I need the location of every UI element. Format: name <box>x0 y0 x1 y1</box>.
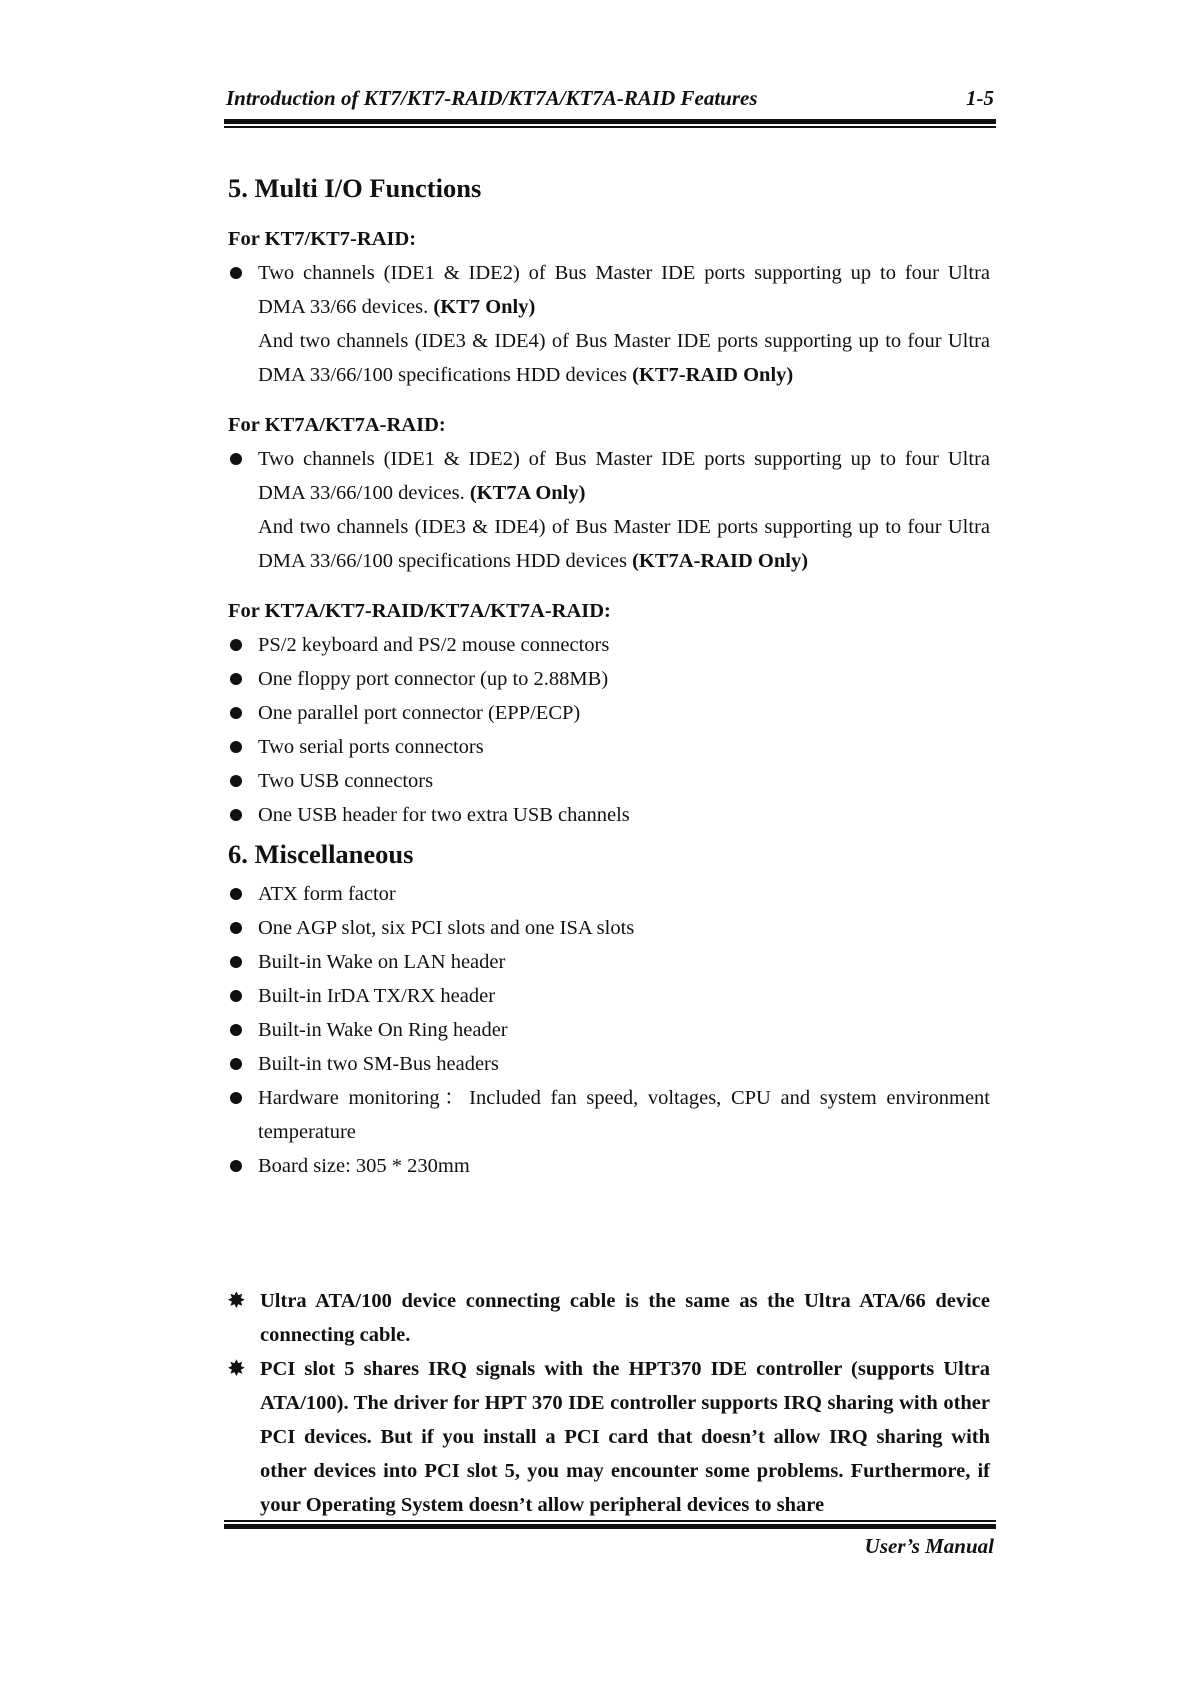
bullet-icon <box>230 990 242 1002</box>
section-5-heading: 5. Multi I/O Functions <box>228 173 482 203</box>
list-item <box>228 256 990 324</box>
note-item <box>228 1284 990 1352</box>
list-item-text: One USB header for two extra USB channels <box>258 804 630 826</box>
footer-rule-thick <box>224 1524 996 1529</box>
list-item <box>228 877 990 911</box>
list-item <box>228 1081 990 1149</box>
bullet-icon <box>230 1160 242 1172</box>
group-all-models-list <box>228 628 990 832</box>
note-text: Ultra ATA/100 device connecting cable is the same as the Ultra ATA/66 device connecting cable. <box>260 1290 990 1346</box>
continuation-paragraph <box>228 510 990 578</box>
list-item-text: Hardware monitoring：Included fan speed, voltages, CPU and system environment temperature <box>258 1087 990 1143</box>
list-item-text: ATX form factor <box>258 883 396 905</box>
list-item <box>228 764 990 798</box>
group-kt7-list <box>228 256 990 324</box>
continuation-bold: (KT7-RAID Only) <box>632 364 794 386</box>
list-item <box>228 1047 990 1081</box>
asterisk-bullet-icon: ✸ <box>228 1358 245 1380</box>
continuation-text: And two channels (IDE3 & IDE4) of Bus Master IDE ports supporting up to four Ultra DMA 33/66/100 specifications HDD devices <box>258 330 990 386</box>
bullet-icon <box>230 956 242 968</box>
group-kt7 <box>228 222 990 392</box>
list-item-text: Two channels (IDE1 & IDE2) of Bus Master IDE ports supporting up to four Ultra DMA 33/66 devices. <box>258 262 990 318</box>
header-rule-thick <box>224 119 996 124</box>
bullet-icon <box>230 267 242 279</box>
bullet-icon <box>230 741 242 753</box>
header-rule-thin <box>224 126 996 128</box>
bullet-icon <box>230 1058 242 1070</box>
list-item-text: Two USB connectors <box>258 770 434 792</box>
list-item <box>228 1149 990 1183</box>
list-item <box>228 442 990 510</box>
bullet-icon <box>230 1024 242 1036</box>
list-item-text: Built-in Wake on LAN header <box>258 951 506 973</box>
list-item <box>228 798 990 832</box>
bullet-icon <box>230 888 242 900</box>
asterisk-bullet-icon: ✸ <box>228 1290 245 1312</box>
bullet-icon <box>230 453 242 465</box>
footer-rule-thin <box>224 1520 996 1522</box>
continuation-text: And two channels (IDE3 & IDE4) of Bus Master IDE ports supporting up to four Ultra DMA 33/66/100 specifications HDD devices <box>258 516 990 572</box>
bullet-icon <box>230 922 242 934</box>
bullet-icon <box>230 809 242 821</box>
list-item-text: One parallel port connector (EPP/ECP) <box>258 702 581 724</box>
bullet-icon <box>230 639 242 651</box>
bullet-icon <box>230 707 242 719</box>
bullet-icon <box>230 673 242 685</box>
list-item <box>228 628 990 662</box>
notes-list <box>228 1284 990 1522</box>
list-item <box>228 696 990 730</box>
page-header <box>226 86 994 110</box>
list-item <box>228 730 990 764</box>
page-number: 1-5 <box>966 86 994 110</box>
list-item <box>228 979 990 1013</box>
bullet-icon <box>230 775 242 787</box>
group-kt7a-list <box>228 442 990 510</box>
main-content <box>228 168 990 1183</box>
footer-title: User’s Manual <box>864 1534 994 1558</box>
list-item-text: Board size: 305 * 230mm <box>258 1155 470 1177</box>
note-text: PCI slot 5 shares IRQ signals with the HPT370 IDE controller (supports Ultra ATA/100). The driver for HPT 370 IDE controller supports IRQ sharing with other PCI devices. But if you install a PCI card that doesn’t allow IRQ sharing with other devices into PCI slot 5, you may encounter some problems. Furthermore, if your Operating System doesn’t allow peripheral devices to share <box>260 1358 990 1516</box>
group-kt7a-title: For KT7A/KT7A-RAID: <box>228 414 446 436</box>
continuation-bold: (KT7A-RAID Only) <box>632 550 809 572</box>
section-6-heading: 6. Miscellaneous <box>228 839 414 869</box>
list-item-text: Built-in Wake On Ring header <box>258 1019 508 1041</box>
list-item-text: One floppy port connector (up to 2.88MB) <box>258 668 609 690</box>
list-item <box>228 911 990 945</box>
list-item-text: Built-in two SM-Bus headers <box>258 1053 499 1075</box>
list-item-text: Built-in IrDA TX/RX header <box>258 985 496 1007</box>
bullet-icon <box>230 1092 242 1104</box>
list-item-text: PS/2 keyboard and PS/2 mouse connectors <box>258 634 610 656</box>
header-title: Introduction of KT7/KT7-RAID/KT7A/KT7A-RAID Features <box>226 86 758 110</box>
list-item <box>228 1013 990 1047</box>
list-item-bold: (KT7A Only) <box>469 482 586 504</box>
group-all-models <box>228 594 990 832</box>
list-item <box>228 662 990 696</box>
misc-list <box>228 877 990 1183</box>
list-item-text: Two channels (IDE1 & IDE2) of Bus Master IDE ports supporting up to four Ultra DMA 33/66/100 devices. <box>258 448 990 504</box>
list-item-text: Two serial ports connectors <box>258 736 484 758</box>
group-kt7-title: For KT7/KT7-RAID: <box>228 228 417 250</box>
list-item-text: One AGP slot, six PCI slots and one ISA slots <box>258 917 635 939</box>
list-item <box>228 945 990 979</box>
group-all-models-title: For KT7A/KT7-RAID/KT7A/KT7A-RAID: <box>228 600 611 622</box>
list-item-bold: (KT7 Only) <box>433 296 536 318</box>
group-kt7a <box>228 408 990 578</box>
continuation-paragraph <box>228 324 990 392</box>
note-item <box>228 1352 990 1522</box>
